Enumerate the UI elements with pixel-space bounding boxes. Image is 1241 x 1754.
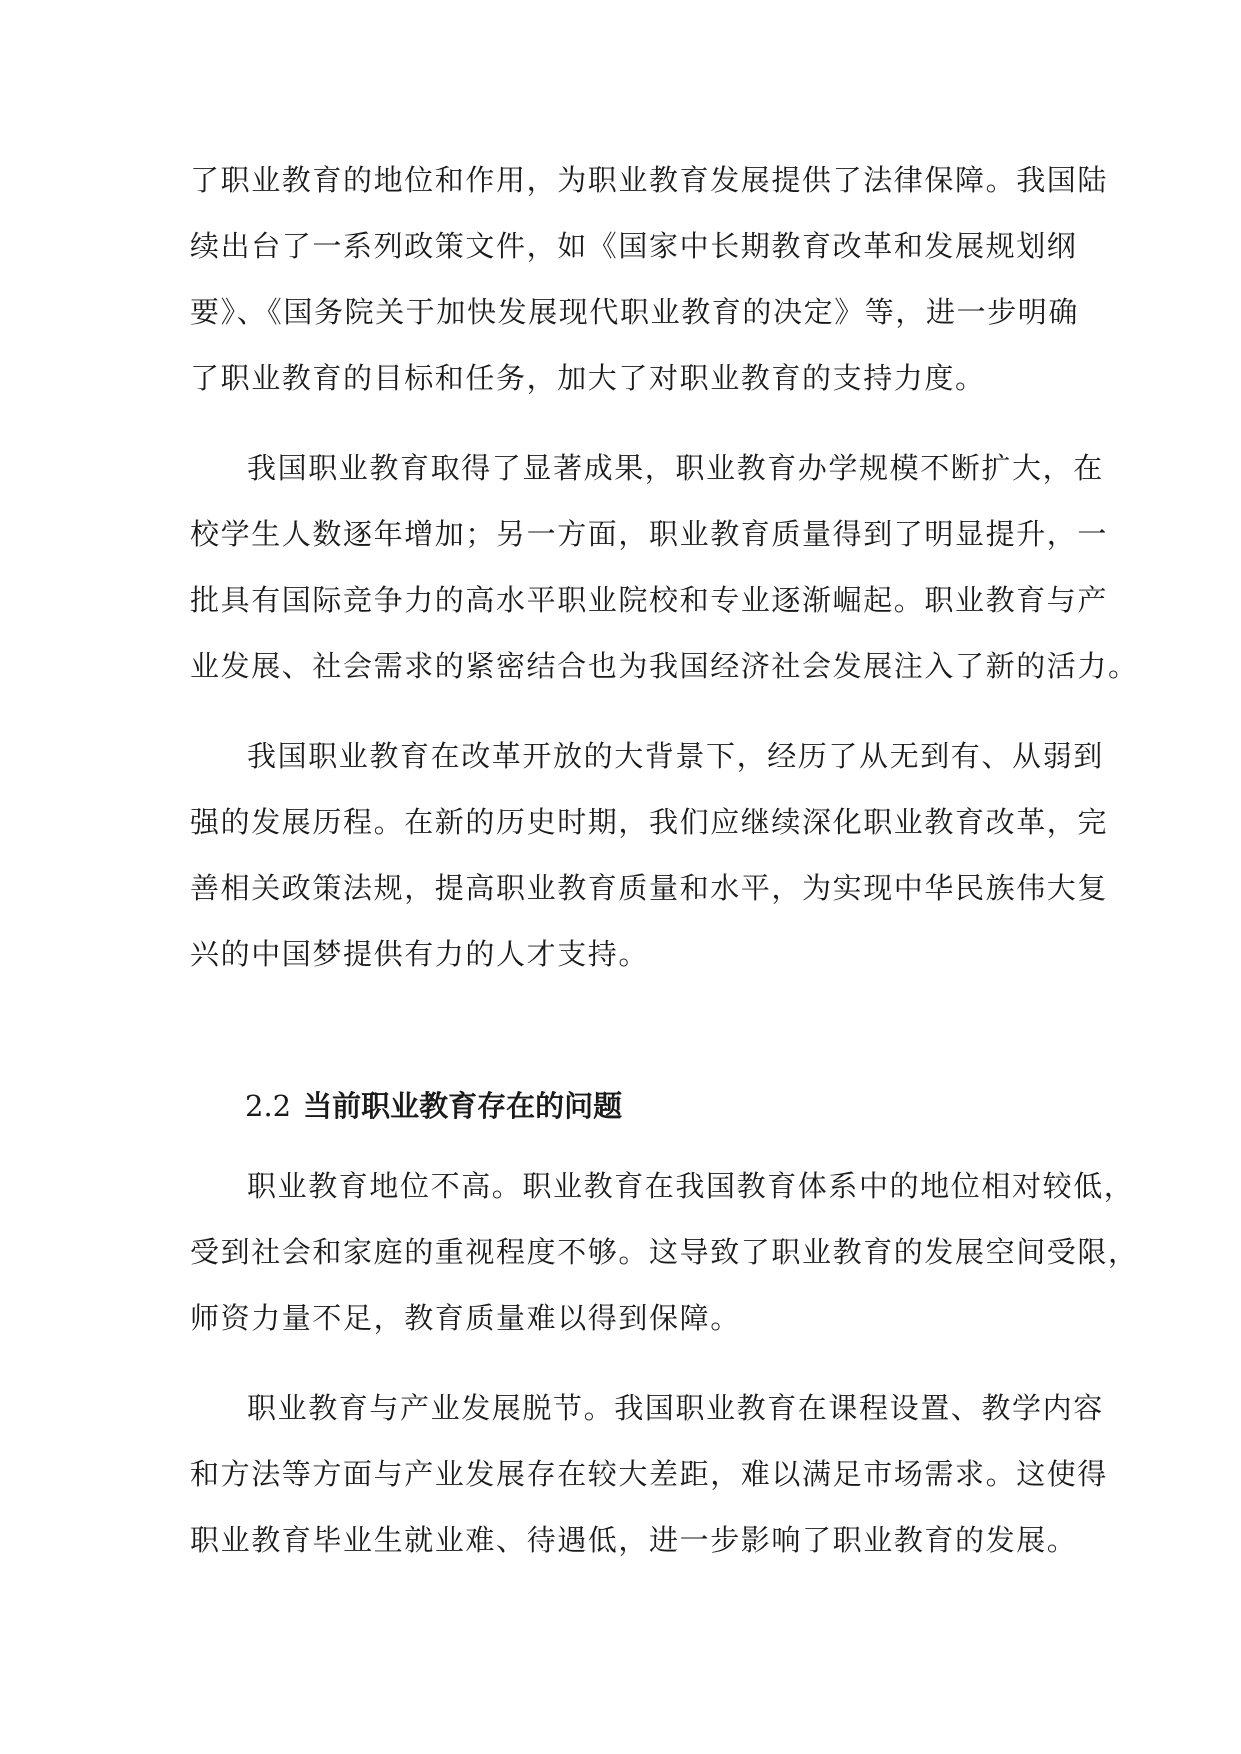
paragraph-line: 受到社会和家庭的重视程度不够。这导致了职业教育的发展空间受限， xyxy=(190,1235,1139,1269)
paragraph-line: 业发展、社会需求的紧密结合也为我国经济社会发展注入了新的活力。 xyxy=(190,649,1139,683)
paragraph-line: 了职业教育的地位和作用，为职业教育发展提供了法律保障。我国陆 xyxy=(190,163,1109,197)
paragraph-line: 要》、《国务院关于加快发展现代职业教育的决定》等，进一步明确 xyxy=(190,295,1080,329)
paragraph-line: 校学生人数逐年增加；另一方面，职业教育质量得到了明显提升，一 xyxy=(190,517,1109,551)
paragraph-line: 强的发展历程。在新的历史时期，我们应继续深化职业教育改革，完 xyxy=(190,805,1109,839)
paragraph-line: 善相关政策法规，提高职业教育质量和水平，为实现中华民族伟大复 xyxy=(190,871,1109,905)
paragraph-line: 我国职业教育取得了显著成果，职业教育办学规模不断扩大，在 xyxy=(247,451,1104,485)
paragraph-line: 续出台了一系列政策文件，如《国家中长期教育改革和发展规划纲 xyxy=(190,229,1078,263)
paragraph-line: 批具有国际竞争力的高水平职业院校和专业逐渐崛起。职业教育与产 xyxy=(190,583,1109,617)
paragraph-line: 职业教育地位不高。职业教育在我国教育体系中的地位相对较低， xyxy=(247,1169,1135,1203)
section-heading xyxy=(245,1086,622,1126)
section-number: 2.2 xyxy=(245,1089,292,1123)
paragraph-line: 兴的中国梦提供有力的人才支持。 xyxy=(190,937,650,971)
paragraph-line: 职业教育与产业发展脱节。我国职业教育在课程设置、教学内容 xyxy=(247,1391,1104,1425)
paragraph-line: 了职业教育的目标和任务，加大了对职业教育的支持力度。 xyxy=(190,361,986,395)
paragraph-line: 职业教育毕业生就业难、待遇低，进一步影响了职业教育的发展。 xyxy=(190,1523,1078,1557)
section-title: 当前职业教育存在的问题 xyxy=(303,1089,623,1123)
paragraph-line: 师资力量不足，教育质量难以得到保障。 xyxy=(190,1301,741,1335)
paragraph-line: 我国职业教育在改革开放的大背景下，经历了从无到有、从弱到 xyxy=(247,739,1104,773)
paragraph-line: 和方法等方面与产业发展存在较大差距，难以满足市场需求。这使得 xyxy=(190,1457,1109,1491)
